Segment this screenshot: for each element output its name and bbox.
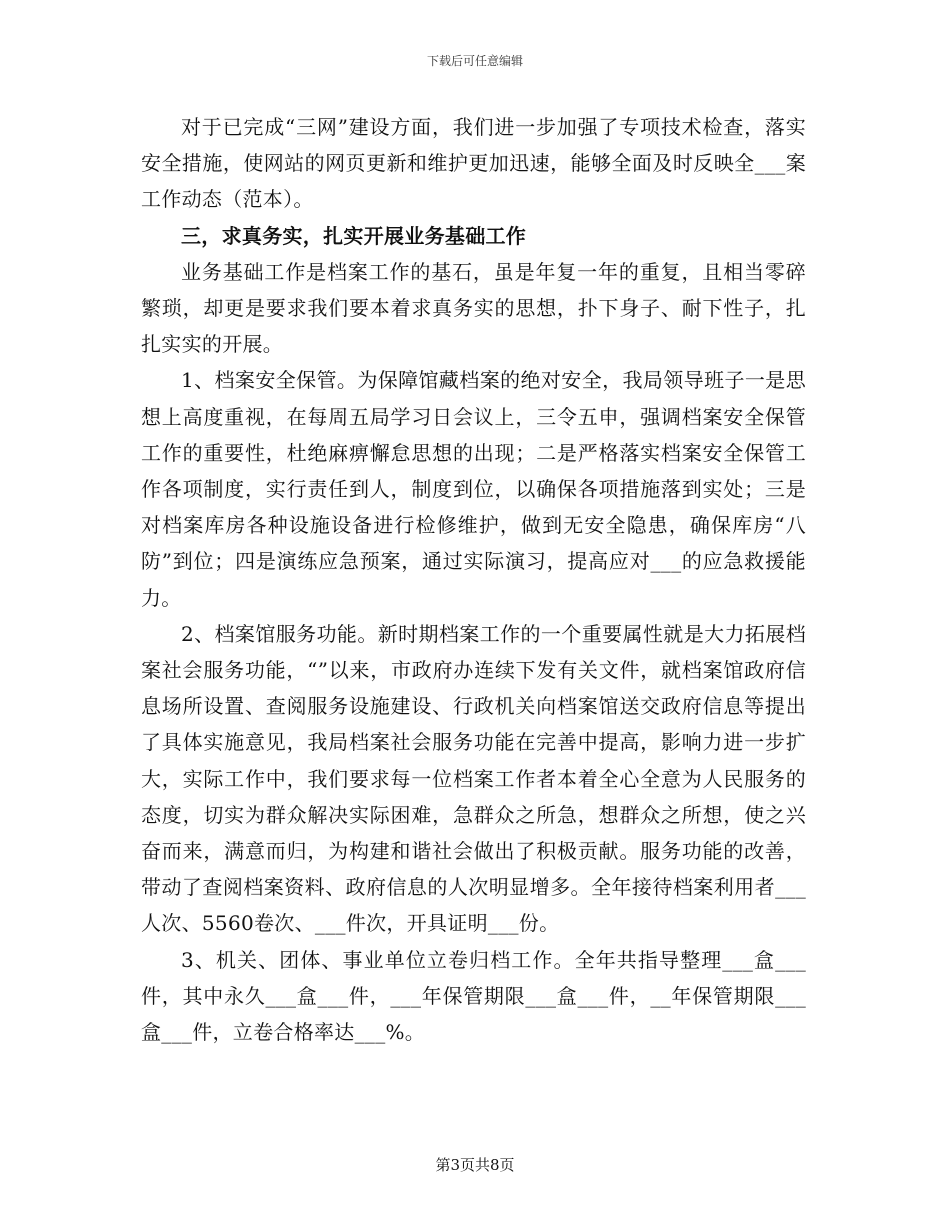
section-heading-basic-work: 三，求真务实，扎实开展业务基础工作 — [181, 223, 527, 248]
document-body — [141, 109, 806, 1050]
page-header-note: 下载后可任意编辑 — [426, 54, 523, 68]
paragraph-archive-service: 2、档案馆服务功能。新时期档案工作的一个重要属性就是大力拓展档案社会服务功能，“”以来，市政府办连续下发有关文件，就档案馆政府信息场所设置、查阅服务设施建设、行政机关向档案馆送交政府信息等提出了具体实施意见，我局档案社会服务功能在完善中提高，影响力进一步扩大，实际工作中，我们要求每一位档案工作者本着全心全意为人民服务的态度，切实为群众解决实际困难，急群众之所急，想群众之所想，使之兴奋而来，满意而归，为构建和谐社会做出了积极贡献。服务功能的改善，带动了查阅档案资料、政府信息的人次明显增多。全年接待档案利用者___人次、5560卷次、___件次，开具证明___份。 — [141, 621, 806, 936]
page-number: 第3页共8页 — [435, 1156, 515, 1174]
paragraph-network-construction: 对于已完成“三网”建设方面，我们进一步加强了专项技术检查，落实安全措施，使网站的网页更新和维护更加迅速，能够全面及时反映全___案工作动态（范本）。 — [141, 115, 806, 212]
paragraph-archive-safekeeping: 1、档案安全保管。为保障馆藏档案的绝对安全，我局领导班子一是思想上高度重视，在每周五局学习日会议上，三令五申，强调档案安全保管工作的重要性，杜绝麻痹懈怠思想的出现；二是严格落实档案安全保管工作各项制度，实行责任到人，制度到位，以确保各项措施落到实处；三是对档案库房各种设施设备进行检修维护，做到无安全隐患，确保库房“八防”到位；四是演练应急预案，通过实际演习，提高应对___的应急救援能力。 — [141, 368, 806, 610]
paragraph-basic-work-intro: 业务基础工作是档案工作的基石，虽是年复一年的重复，且相当零碎繁琐，却更是要求我们要本着求真务实的思想，扑下身子、耐下性子，扎扎实实的开展。 — [141, 259, 806, 357]
paragraph-filing-work: 3、机关、团体、事业单位立卷归档工作。全年共指导整理___盒___件，其中永久___盒___件，___年保管期限___盒___件，__年保管期限___盒___件，立卷合格率达___%。 — [141, 947, 806, 1045]
